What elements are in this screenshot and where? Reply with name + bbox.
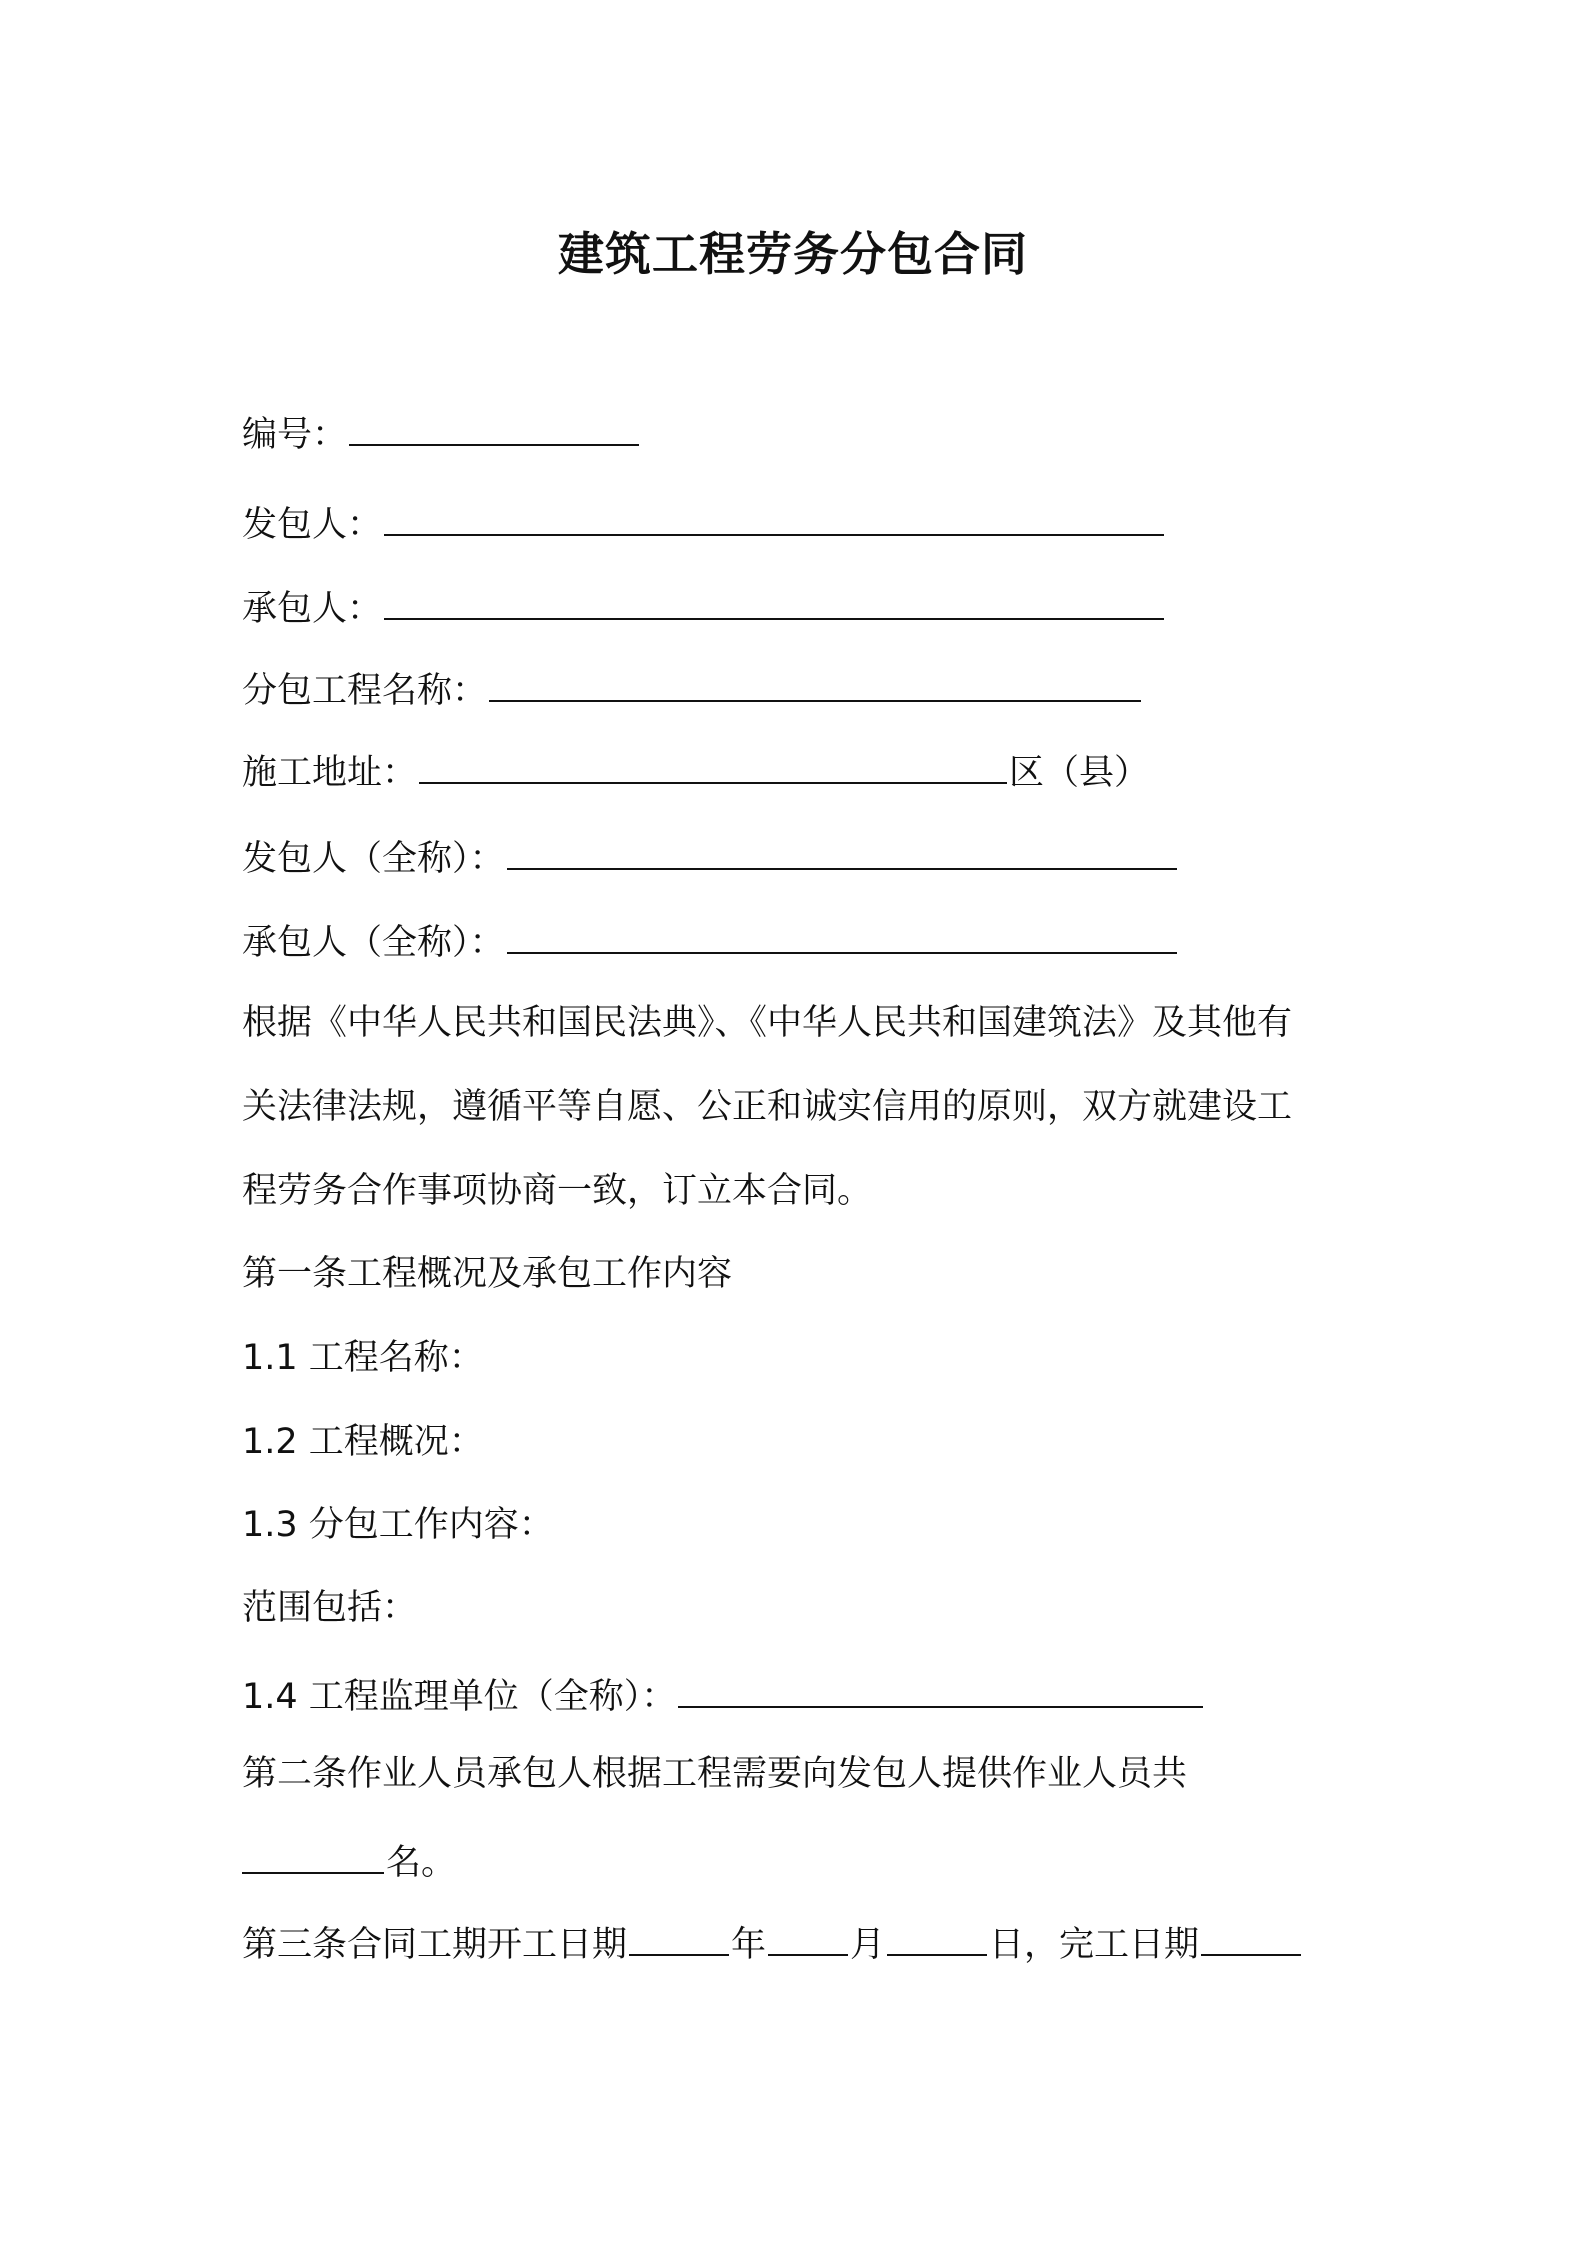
field-project-name [242, 666, 1143, 713]
number-blank[interactable] [349, 410, 639, 446]
article-1-item-2: 1.2 工程概况： [242, 1422, 484, 1462]
field-employer [242, 500, 1166, 547]
employer-full-blank[interactable] [507, 834, 1177, 870]
supervisor-label: 1.4 工程监理单位（全称）： [242, 1677, 677, 1717]
start-month-blank[interactable] [768, 1920, 848, 1956]
article-1-item-3: 1.3 分包工作内容： [242, 1505, 554, 1545]
article-1-heading: 第一条工程概况及承包工作内容 [242, 1254, 733, 1294]
workers-count-blank[interactable] [242, 1838, 384, 1874]
article-2-line-2 [242, 1838, 456, 1885]
start-day-blank[interactable] [887, 1920, 987, 1956]
project-name-blank[interactable] [489, 666, 1141, 702]
preamble-line-2: 关法律法规，遵循平等自愿、公正和诚实信用的原则，双方就建设工 [242, 1087, 1293, 1127]
contractor-blank[interactable] [384, 584, 1164, 620]
article-3-line [242, 1920, 1303, 1967]
article-1-item-1: 1.1 工程名称： [242, 1338, 484, 1378]
field-employer-full [242, 834, 1179, 881]
field-contractor [242, 584, 1166, 631]
preamble-paragraph [242, 981, 1362, 1233]
contractor-label: 承包人： [242, 589, 383, 629]
document-title: 建筑工程劳务分包合同 [558, 227, 1028, 281]
end-date-blank[interactable] [1201, 1920, 1301, 1956]
employer-full-label: 发包人（全称）： [242, 839, 505, 879]
field-address [242, 748, 1149, 795]
field-contractor-full [242, 918, 1179, 965]
year-label: 年 [731, 1925, 767, 1965]
article-3-prefix: 第三条合同工期开工日期 [242, 1925, 628, 1965]
day-label: 日，完工日期 [989, 1925, 1200, 1965]
article-2-line-1: 第二条作业人员承包人根据工程需要向发包人提供作业人员共 [242, 1754, 1188, 1794]
article-1-item-4 [242, 1672, 1205, 1719]
employer-blank[interactable] [384, 500, 1164, 536]
contractor-full-label: 承包人（全称）： [242, 923, 505, 963]
field-number [242, 410, 641, 457]
start-year-blank[interactable] [629, 1920, 729, 1956]
month-label: 月 [850, 1925, 886, 1965]
address-blank[interactable] [419, 748, 1007, 784]
article-2-suffix: 名。 [386, 1843, 457, 1883]
supervisor-blank[interactable] [678, 1672, 1203, 1708]
article-1-scope: 范围包括： [242, 1588, 418, 1628]
preamble-line-3: 程劳务合作事项协商一致，订立本合同。 [242, 1171, 873, 1211]
employer-label: 发包人： [242, 505, 383, 545]
number-label: 编号： [242, 415, 348, 455]
address-label: 施工地址： [242, 753, 418, 793]
contractor-full-blank[interactable] [507, 918, 1177, 954]
project-name-label: 分包工程名称： [242, 671, 488, 711]
address-suffix: 区（县） [1009, 753, 1150, 793]
preamble-line-1: 根据《中华人民共和国民法典》、《中华人民共和国建筑法》及其他有 [242, 1003, 1293, 1043]
